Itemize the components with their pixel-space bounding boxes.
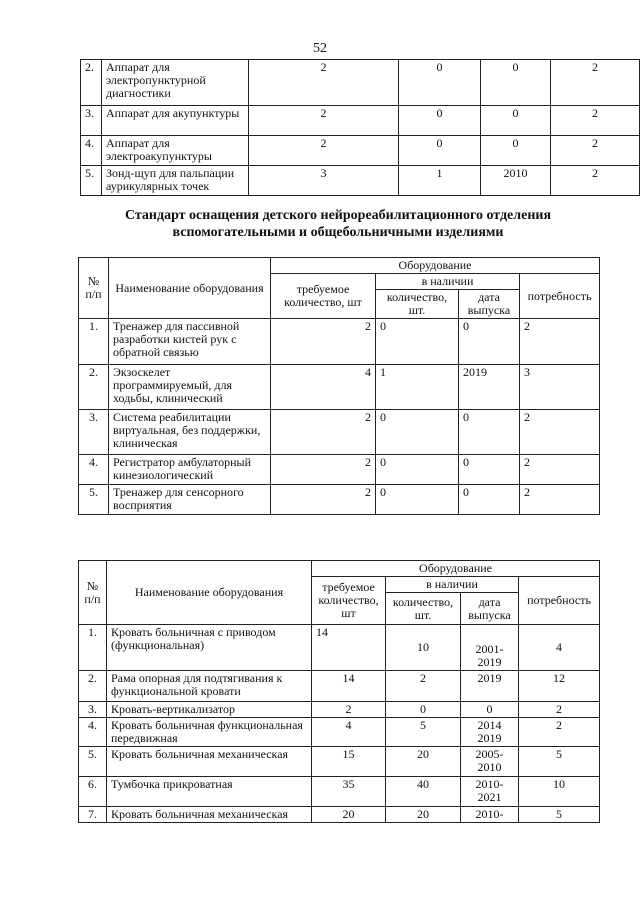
release-year: 2010- xyxy=(461,807,519,823)
table-row xyxy=(79,625,600,671)
table-row xyxy=(79,485,600,515)
need-quantity: 10 xyxy=(519,777,600,807)
available-quantity: 5 xyxy=(386,718,461,747)
available-quantity: 1 xyxy=(399,166,481,196)
required-quantity: 35 xyxy=(312,777,386,807)
required-quantity: 15 xyxy=(312,747,386,777)
required-quantity: 2 xyxy=(249,106,399,136)
available-quantity: 40 xyxy=(386,777,461,807)
header-num: № п/п xyxy=(79,561,107,625)
row-number: 6. xyxy=(79,777,107,807)
release-year: 2010-2021 xyxy=(461,777,519,807)
need-quantity: 2 xyxy=(551,106,640,136)
required-quantity: 14 xyxy=(312,671,386,702)
header-in-stock: в наличии xyxy=(376,274,520,290)
equipment-name: Кровать больничная функциональная передвижная xyxy=(107,718,312,747)
release-year: 2014 2019 xyxy=(461,718,519,747)
row-number: 1. xyxy=(79,319,109,365)
equipment-name: Кровать больничная с приводом (функциональная) xyxy=(107,625,312,671)
required-quantity: 4 xyxy=(271,365,376,410)
available-quantity: 10 xyxy=(386,625,461,671)
row-number: 2. xyxy=(79,671,107,702)
equipment-name: Кровать-вертикализатор xyxy=(107,702,312,718)
available-quantity: 0 xyxy=(399,136,481,166)
equipment-name: Аппарат для акупунктуры xyxy=(102,106,249,136)
release-year: 0 xyxy=(461,702,519,718)
table-row xyxy=(79,718,600,747)
need-quantity: 2 xyxy=(520,485,600,515)
available-quantity: 0 xyxy=(376,485,459,515)
required-quantity: 2 xyxy=(249,136,399,166)
row-number: 4. xyxy=(79,718,107,747)
row-number: 5. xyxy=(81,166,102,196)
header-row xyxy=(79,561,600,577)
header-name: Наименование оборудования xyxy=(109,258,271,319)
general-hospital-equipment-table xyxy=(78,560,600,823)
row-number: 5. xyxy=(79,485,109,515)
table-row xyxy=(79,807,600,823)
need-quantity: 3 xyxy=(520,365,600,410)
row-number: 1. xyxy=(79,625,107,671)
required-quantity: 2 xyxy=(271,485,376,515)
available-quantity: 0 xyxy=(399,60,481,106)
need-quantity: 5 xyxy=(519,807,600,823)
section-title-line2: вспомогательными и общебольничными изделиями xyxy=(172,225,504,240)
release-year: 0 xyxy=(459,410,520,455)
equipment-name: Экзоскелет программируемый, для ходьбы, клинический xyxy=(109,365,271,410)
required-quantity: 14 xyxy=(312,625,386,671)
header-need: потребность xyxy=(520,274,600,319)
release-year: 0 xyxy=(481,106,551,136)
header-equipment: Оборудование xyxy=(271,258,600,274)
required-quantity: 2 xyxy=(271,410,376,455)
header-need: потребность xyxy=(519,577,600,625)
row-number: 7. xyxy=(79,807,107,823)
available-quantity: 20 xyxy=(386,807,461,823)
need-quantity: 2 xyxy=(519,718,600,747)
required-quantity: 4 xyxy=(312,718,386,747)
release-year: 0 xyxy=(481,60,551,106)
row-number: 2. xyxy=(81,60,102,106)
equipment-name: Кровать больничная механическая xyxy=(107,807,312,823)
equipment-name: Тумбочка прикроватная xyxy=(107,777,312,807)
equipment-name: Аппарат для электроакупунктуры xyxy=(102,136,249,166)
required-quantity: 2 xyxy=(249,60,399,106)
table-row xyxy=(79,365,600,410)
section-title xyxy=(0,207,640,241)
header-name: Наименование оборудования xyxy=(107,561,312,625)
available-quantity: 0 xyxy=(386,702,461,718)
required-quantity: 3 xyxy=(249,166,399,196)
header-required: требуемое количество, шт xyxy=(271,274,376,319)
table-row xyxy=(79,410,600,455)
equipment-name: Тренажер для пассивной разработки кистей рук с обратной связью xyxy=(109,319,271,365)
release-year: 0 xyxy=(459,455,520,485)
neurorehab-equipment-table xyxy=(78,257,600,515)
table-row xyxy=(79,702,600,718)
table-row xyxy=(81,60,640,106)
available-quantity: 2 xyxy=(386,671,461,702)
table-row xyxy=(81,106,640,136)
available-quantity: 1 xyxy=(376,365,459,410)
available-quantity: 0 xyxy=(376,410,459,455)
table-row xyxy=(79,777,600,807)
equipment-name: Рама опорная для подтягивания к функциональной кровати xyxy=(107,671,312,702)
release-year: 0 xyxy=(459,485,520,515)
available-quantity: 0 xyxy=(376,319,459,365)
row-number: 4. xyxy=(79,455,109,485)
need-quantity: 2 xyxy=(520,410,600,455)
need-quantity: 5 xyxy=(519,747,600,777)
header-num: № п/п xyxy=(79,258,109,319)
row-number: 5. xyxy=(79,747,107,777)
equipment-name: Система реабилитации виртуальная, без поддержки, клиническая xyxy=(109,410,271,455)
release-year: 2001-2019 xyxy=(461,625,519,671)
release-year: 2019 xyxy=(459,365,520,410)
need-quantity: 2 xyxy=(551,136,640,166)
header-row xyxy=(79,258,600,274)
required-quantity: 20 xyxy=(312,807,386,823)
table-row xyxy=(79,455,600,485)
equipment-name: Регистратор амбулаторный кинезиологический xyxy=(109,455,271,485)
row-number: 3. xyxy=(81,106,102,136)
release-year: 2010 xyxy=(481,166,551,196)
equipment-name: Зонд-щуп для пальпации аурикулярных точек xyxy=(102,166,249,196)
section-title-line1: Стандарт оснащения детского нейрореабилитационного отделения xyxy=(124,208,552,223)
table-row xyxy=(79,671,600,702)
release-year: 0 xyxy=(459,319,520,365)
available-quantity: 0 xyxy=(376,455,459,485)
required-quantity: 2 xyxy=(312,702,386,718)
header-required: требуемое количество, шт xyxy=(312,577,386,625)
need-quantity: 12 xyxy=(519,671,600,702)
available-quantity: 20 xyxy=(386,747,461,777)
required-quantity: 2 xyxy=(271,455,376,485)
table-row xyxy=(81,136,640,166)
need-quantity: 2 xyxy=(551,60,640,106)
release-year: 2005-2010 xyxy=(461,747,519,777)
need-quantity: 2 xyxy=(519,702,600,718)
table-row xyxy=(79,319,600,365)
equipment-name: Аппарат для электропунктурной диагностики xyxy=(102,60,249,106)
continued-equipment-table xyxy=(80,59,640,196)
table-row xyxy=(79,747,600,777)
header-release-date: дата выпуска xyxy=(461,593,519,625)
release-year: 2019 xyxy=(461,671,519,702)
page-number: 52 xyxy=(313,41,327,56)
need-quantity: 2 xyxy=(520,455,600,485)
header-release-date: дата выпуска xyxy=(459,290,520,319)
required-quantity: 2 xyxy=(271,319,376,365)
row-number: 3. xyxy=(79,410,109,455)
equipment-name: Кровать больничная механическая xyxy=(107,747,312,777)
header-quantity: количество, шт. xyxy=(386,593,461,625)
header-equipment: Оборудование xyxy=(312,561,600,577)
header-in-stock: в наличии xyxy=(386,577,519,593)
need-quantity: 2 xyxy=(520,319,600,365)
equipment-name: Тренажер для сенсорного восприятия xyxy=(109,485,271,515)
release-year: 0 xyxy=(481,136,551,166)
need-quantity: 2 xyxy=(551,166,640,196)
need-quantity: 4 xyxy=(519,625,600,671)
table-row xyxy=(81,166,640,196)
available-quantity: 0 xyxy=(399,106,481,136)
row-number: 4. xyxy=(81,136,102,166)
row-number: 2. xyxy=(79,365,109,410)
row-number: 3. xyxy=(79,702,107,718)
header-quantity: количество, шт. xyxy=(376,290,459,319)
